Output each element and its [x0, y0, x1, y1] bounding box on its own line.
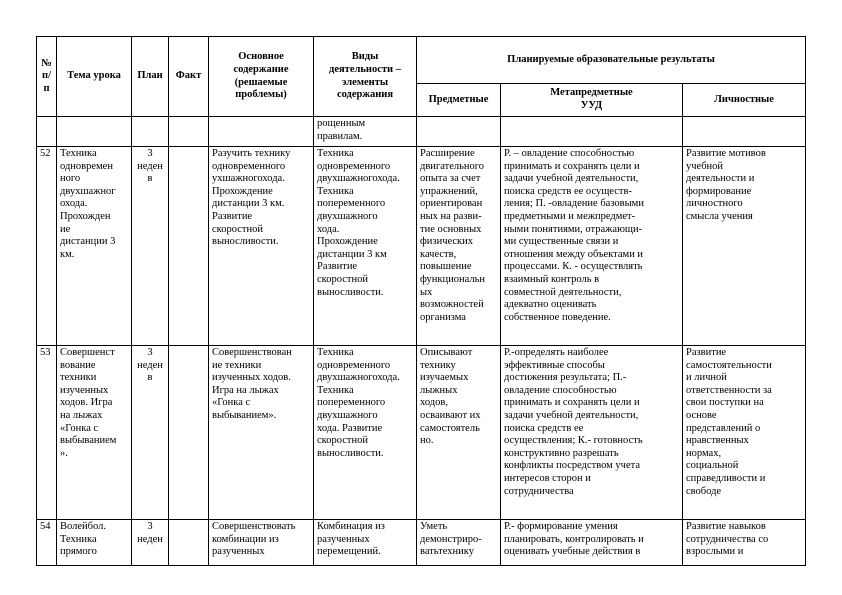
- row-activity-types: Комбинация из разученных перемещений.: [314, 520, 417, 566]
- row-fact: [169, 346, 209, 520]
- header-meta-results: Метапредметные УУД: [501, 84, 683, 117]
- table-row: [37, 520, 806, 566]
- table-row: [37, 147, 806, 346]
- row-meta-results: Р. – овладение способностью принимать и сохранять цели и задачи учебной деятельности, поиска средств ее осуществ- ления; П. -овладение базовыми предметными и межпредмет- ными понятиями, отражающи- ми существенные связи и отношения между объектами и процессами. К. - осуществлять взаимный контроль в совместной деятельности, адекватно оценивать собственное поведение.: [501, 147, 683, 346]
- row-topic: Волейбол. Техника прямого: [57, 520, 132, 566]
- row-fact: [169, 147, 209, 346]
- row-activity-types: Техника одновременного двухшажногохода. Техника попеременного двухшажного хода. Прохождение дистанции 3 км Развитие скоростной выносливости.: [314, 147, 417, 346]
- row-number: 52: [37, 147, 57, 346]
- header-planned-results: Планируемые образовательные результаты: [417, 37, 806, 84]
- row-plan: 3 неден в: [132, 346, 169, 520]
- row-number: 54: [37, 520, 57, 566]
- header-fact: Факт: [169, 37, 209, 117]
- row-plan: 3 неден в: [132, 147, 169, 346]
- row-main-content: Совершенствовать комбинации из разученных: [209, 520, 314, 566]
- header-main-content: Основное содержание (решаемые проблемы): [209, 37, 314, 117]
- row-personal-results: Развитие навыков сотрудничества со взрослыми и: [683, 520, 806, 566]
- row-personal-results: Развитие самостоятельности и личной ответственности за свои поступки на основе представлений о нравственных нормах, социальной справедливости и свободе: [683, 346, 806, 520]
- header-activity-types: Виды деятельности – элементы содержания: [314, 37, 417, 117]
- row-subject-results: Уметь демонстриро- ватьтехнику: [417, 520, 501, 566]
- row-meta-results: Р.- формирование умения планировать, контролировать и оценивать учебные действия в: [501, 520, 683, 566]
- lesson-plan-table: [36, 36, 806, 566]
- header-plan: План: [132, 37, 169, 117]
- table-row: [37, 346, 806, 520]
- row-number: 53: [37, 346, 57, 520]
- header-personal-results: Личностные: [683, 84, 806, 117]
- row-main-content: Разучить технику одновременного ухшажногохода. Прохождение дистанции 3 км. Развитие скоростной выносливости.: [209, 147, 314, 346]
- row-topic: Совершенст вование техники изученных ходов. Игра на лыжах «Гонка с выбыванием ».: [57, 346, 132, 520]
- header-number: № п/ п: [37, 37, 57, 117]
- row-meta-results: Р.-определять наиболее эффективные способы достижения результата; П.- овладение способностью принимать и сохранять цели и задачи учебной деятельности, поиска средств ее осуществления; К.- готовность конструктивно разрешать конфликты посредством учета интересов сторон и сотрудничества: [501, 346, 683, 520]
- header-subject-results: Предметные: [417, 84, 501, 117]
- row-subject-results: Расширение двигательного опыта за счет упражнений, ориентирован ных на разви- тие основных физических качеств, повышение функциональн ых возможностей организма: [417, 147, 501, 346]
- table-row-carryover: [37, 117, 806, 147]
- row-fact: [169, 520, 209, 566]
- carryover-activity-text: рощенным правилам.: [314, 117, 417, 147]
- row-personal-results: Развитие мотивов учебной деятельности и формирование личностного смысла учения: [683, 147, 806, 346]
- row-main-content: Совершенствован ие техники изученных ходов. Игра на лыжах «Гонка с выбыванием».: [209, 346, 314, 520]
- row-subject-results: Описывают технику изучаемых лыжных ходов, осваивают их самостоятель но.: [417, 346, 501, 520]
- row-topic: Техника одновремен ного двухшажног охода. Прохожден ие дистанции 3 км.: [57, 147, 132, 346]
- row-plan: 3 неден: [132, 520, 169, 566]
- header-topic: Тема урока: [57, 37, 132, 117]
- row-activity-types: Техника одновременного двухшажногохода. Техника попеременного двухшажного хода. Развитие скоростной выносливости.: [314, 346, 417, 520]
